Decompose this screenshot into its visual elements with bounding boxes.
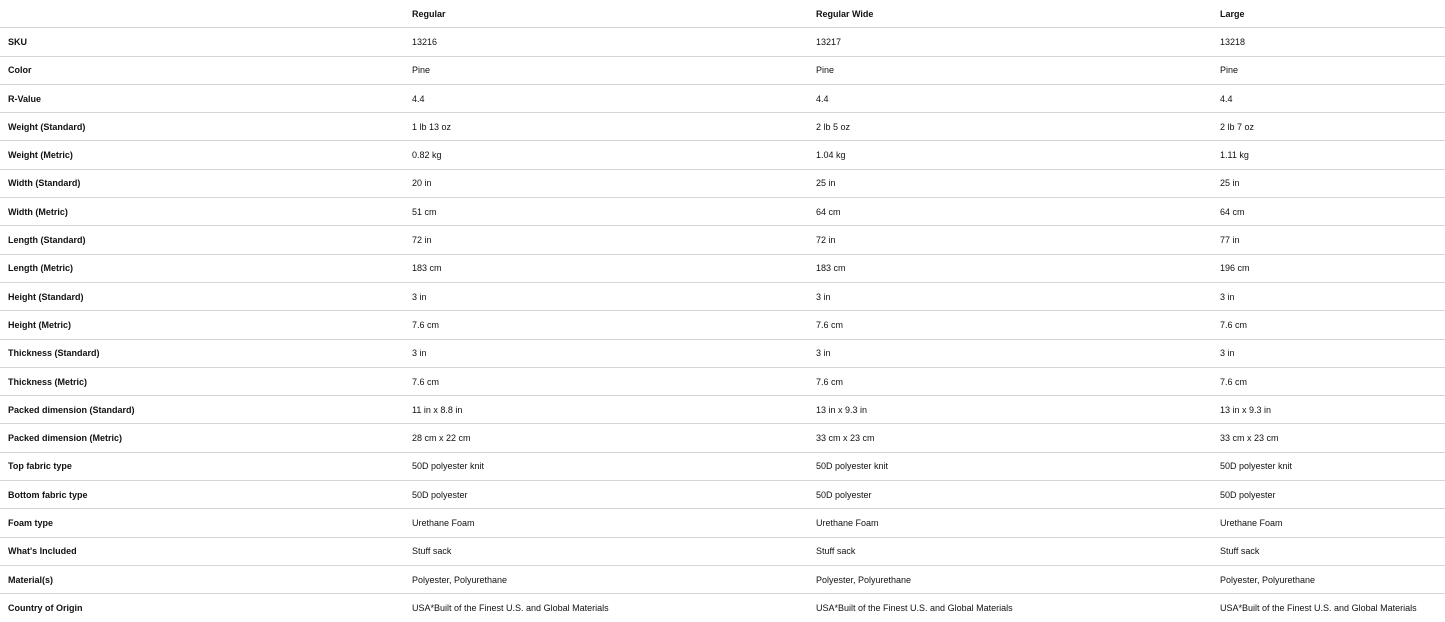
row-label: Width (Metric)	[0, 198, 404, 226]
cell-regular-wide: 25 in	[808, 169, 1212, 197]
cell-regular-wide: 2 lb 5 oz	[808, 113, 1212, 141]
row-label: Color	[0, 56, 404, 84]
cell-regular: 20 in	[404, 169, 808, 197]
cell-regular-wide: Polyester, Polyurethane	[808, 565, 1212, 593]
cell-regular: 72 in	[404, 226, 808, 254]
cell-regular: Pine	[404, 56, 808, 84]
row-label: Bottom fabric type	[0, 481, 404, 509]
cell-large: Polyester, Polyurethane	[1212, 565, 1445, 593]
cell-regular: 28 cm x 22 cm	[404, 424, 808, 452]
header-empty	[0, 0, 404, 28]
cell-regular: 0.82 kg	[404, 141, 808, 169]
table-row	[0, 113, 1445, 141]
row-label: Top fabric type	[0, 452, 404, 480]
cell-large: Pine	[1212, 56, 1445, 84]
table-row	[0, 254, 1445, 282]
row-label: Length (Standard)	[0, 226, 404, 254]
specs-table-header	[0, 0, 1445, 28]
header-regular-wide: Regular Wide	[808, 0, 1212, 28]
cell-regular: 4.4	[404, 84, 808, 112]
cell-regular: 13216	[404, 28, 808, 56]
cell-large: 50D polyester knit	[1212, 452, 1445, 480]
row-label: Thickness (Standard)	[0, 339, 404, 367]
table-row	[0, 594, 1445, 622]
cell-regular-wide: 1.04 kg	[808, 141, 1212, 169]
row-label: Foam type	[0, 509, 404, 537]
cell-regular-wide: 13217	[808, 28, 1212, 56]
cell-large: 7.6 cm	[1212, 311, 1445, 339]
cell-regular: USA*Built of the Finest U.S. and Global Materials	[412, 602, 609, 613]
cell-large: Stuff sack	[1212, 537, 1445, 565]
cell-large: 2 lb 7 oz	[1212, 113, 1445, 141]
row-label: SKU	[0, 28, 404, 56]
cell-large: 33 cm x 23 cm	[1212, 424, 1445, 452]
cell-large: 7.6 cm	[1212, 367, 1445, 395]
cell-regular-wide: Pine	[808, 56, 1212, 84]
table-row	[0, 452, 1445, 480]
header-row	[0, 0, 1445, 28]
cell-regular: Stuff sack	[404, 537, 808, 565]
table-row	[0, 339, 1445, 367]
row-label: Thickness (Metric)	[0, 367, 404, 395]
cell-large: 1.11 kg	[1212, 141, 1445, 169]
row-label: R-Value	[0, 84, 404, 112]
row-label: Country of Origin	[8, 602, 83, 613]
cell-regular: 1 lb 13 oz	[404, 113, 808, 141]
table-row	[0, 481, 1445, 509]
table-row	[0, 509, 1445, 537]
cell-regular-wide: Stuff sack	[808, 537, 1212, 565]
cell-regular-wide: 13 in x 9.3 in	[808, 396, 1212, 424]
cell-regular: 11 in x 8.8 in	[404, 396, 808, 424]
table-row	[0, 56, 1445, 84]
table-row	[0, 84, 1445, 112]
cell-large: 4.4	[1212, 84, 1445, 112]
cell-regular: 183 cm	[404, 254, 808, 282]
row-label: Material(s)	[0, 565, 404, 593]
cell-regular: 7.6 cm	[404, 311, 808, 339]
cell-regular-wide: 33 cm x 23 cm	[808, 424, 1212, 452]
cell-large: 77 in	[1212, 226, 1445, 254]
row-label: Height (Metric)	[0, 311, 404, 339]
cell-large: Urethane Foam	[1212, 509, 1445, 537]
cell-large: 64 cm	[1212, 198, 1445, 226]
cell-large: 13 in x 9.3 in	[1212, 396, 1445, 424]
cell-regular-wide: 183 cm	[808, 254, 1212, 282]
cell-large: 196 cm	[1212, 254, 1445, 282]
cell-large: 13218	[1212, 28, 1445, 56]
table-row	[0, 537, 1445, 565]
row-label: Length (Metric)	[0, 254, 404, 282]
cell-regular-wide: USA*Built of the Finest U.S. and Global Materials	[816, 602, 1013, 613]
specs-table-body	[0, 28, 1445, 622]
cell-large: 50D polyester	[1212, 481, 1445, 509]
cell-regular: 51 cm	[404, 198, 808, 226]
cell-large: USA*Built of the Finest U.S. and Global Materials	[1220, 602, 1417, 613]
cell-regular: Polyester, Polyurethane	[404, 565, 808, 593]
cell-regular-wide: 3 in	[808, 282, 1212, 310]
cell-regular-wide: Urethane Foam	[808, 509, 1212, 537]
cell-large: 3 in	[1212, 339, 1445, 367]
table-row	[0, 28, 1445, 56]
cell-regular-wide: 3 in	[808, 339, 1212, 367]
table-row	[0, 396, 1445, 424]
table-row	[0, 424, 1445, 452]
cell-regular-wide: 50D polyester knit	[808, 452, 1212, 480]
table-row	[0, 141, 1445, 169]
cell-regular: Urethane Foam	[404, 509, 808, 537]
cell-regular-wide: 7.6 cm	[808, 367, 1212, 395]
header-regular: Regular	[404, 0, 808, 28]
cell-regular-wide: 7.6 cm	[808, 311, 1212, 339]
table-row	[0, 282, 1445, 310]
cell-regular-wide: 4.4	[808, 84, 1212, 112]
cell-regular-wide: 64 cm	[808, 198, 1212, 226]
table-row	[0, 169, 1445, 197]
cell-regular: 7.6 cm	[404, 367, 808, 395]
row-label: Height (Standard)	[0, 282, 404, 310]
row-label: Packed dimension (Standard)	[0, 396, 404, 424]
table-row	[0, 311, 1445, 339]
cell-regular: 50D polyester knit	[404, 452, 808, 480]
row-label: Weight (Standard)	[0, 113, 404, 141]
cell-regular-wide: 72 in	[808, 226, 1212, 254]
cell-regular-wide: 50D polyester	[808, 481, 1212, 509]
cell-regular: 3 in	[404, 282, 808, 310]
row-label: Weight (Metric)	[0, 141, 404, 169]
row-label: Packed dimension (Metric)	[0, 424, 404, 452]
table-row	[0, 367, 1445, 395]
cell-large: 3 in	[1212, 282, 1445, 310]
cell-regular: 3 in	[404, 339, 808, 367]
row-label: What's Included	[0, 537, 404, 565]
header-large: Large	[1212, 0, 1445, 28]
table-row	[0, 565, 1445, 593]
table-row	[0, 198, 1445, 226]
table-row	[0, 226, 1445, 254]
row-label: Width (Standard)	[0, 169, 404, 197]
cell-large: 25 in	[1212, 169, 1445, 197]
cell-regular: 50D polyester	[404, 481, 808, 509]
